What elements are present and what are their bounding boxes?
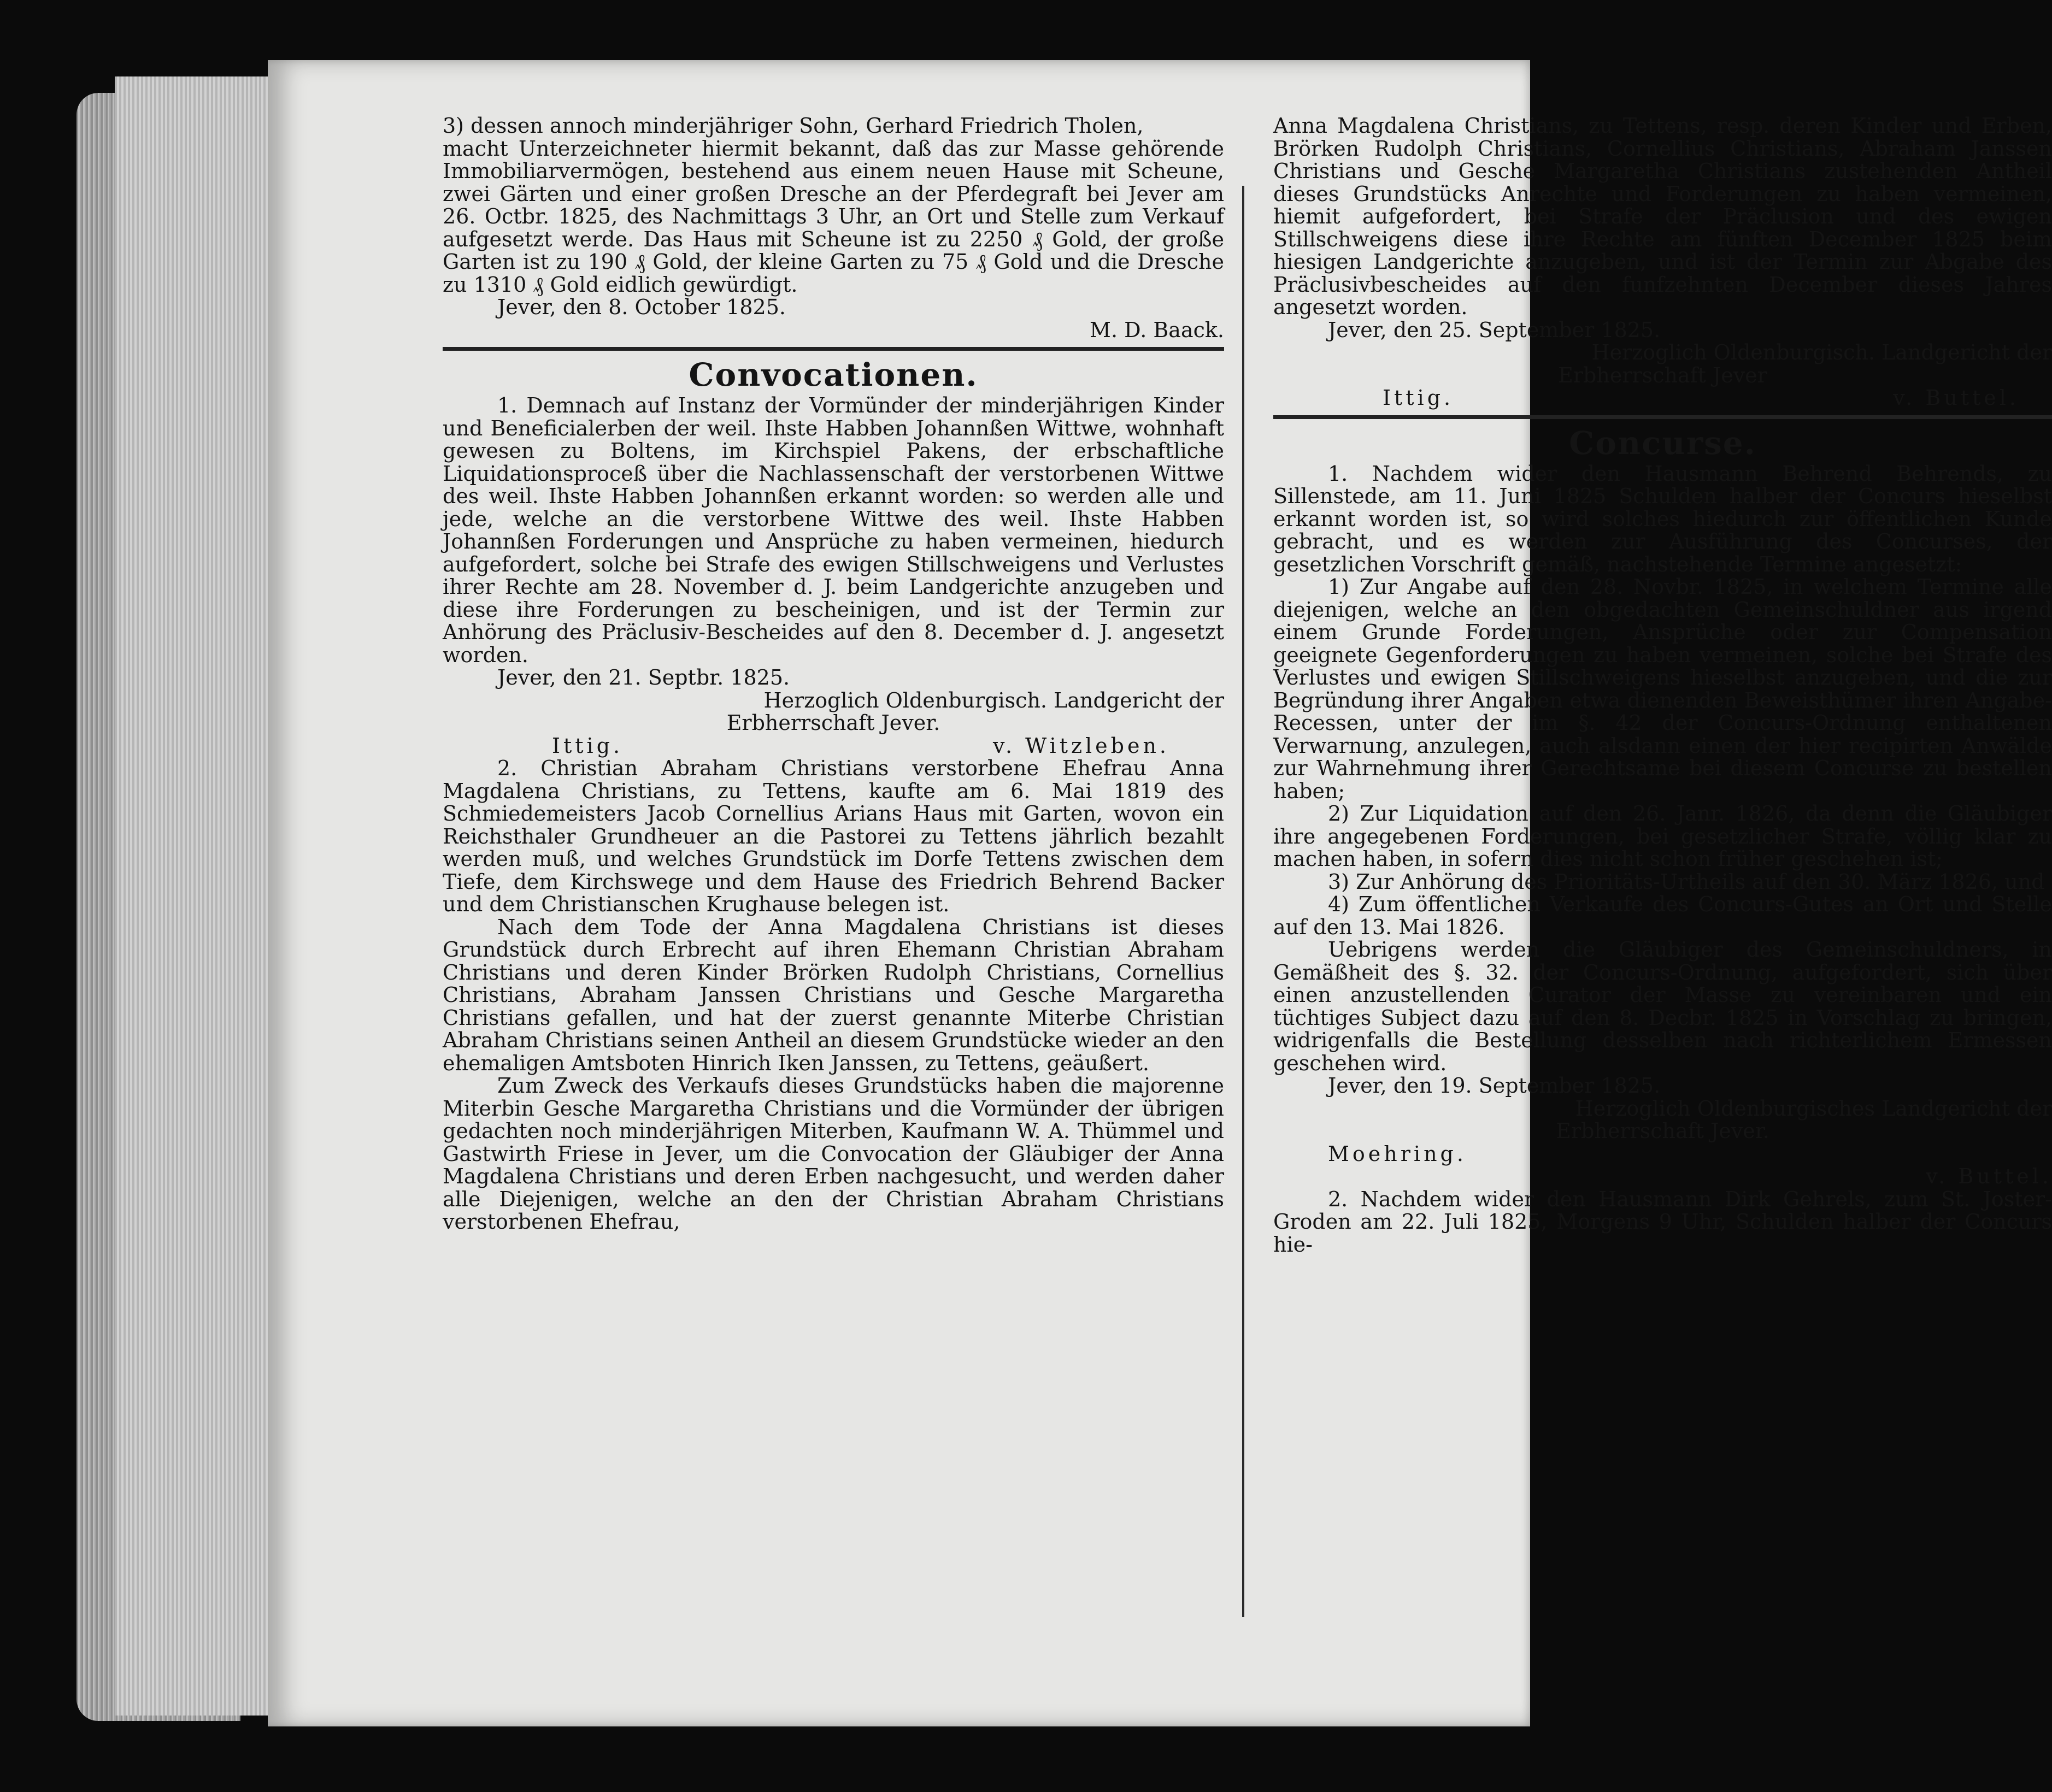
conc2-body: 2. Nachdem wider den Hausmann Dirk Gehrels, zum St. Joster-Groden am 22. Juli 1825, Morgens 9 Uhr, Schulden halber der Concurs hie- <box>1273 1187 2052 1257</box>
conc1-court-line2: Erbherrschaft Jever. <box>1556 1119 1769 1143</box>
conc1-intro: 1. Nachdem wider den Hausmann Behrend Behrends, zu Sillenstede, am 11. Juni 1825 Schulden halber der Concurs hieselbst erkannt worden ist, so wird solches hiedurch zur öffentlichen Kunde gebracht, und es werden zur Ausführung des Concurses, der gesetzlichen Vorschrift gemäß, nachstehende Termine angesetzt: <box>1273 461 2052 576</box>
conc1-item-2: 2) Zur Liquidation auf den 26. Janr. 1826, da denn die Gläubiger ihre angegebenen Forderungen, bei gesetzlicher Strafe, völlig klar zu machen haben, in sofern dies nicht schon früher geschehen ist; <box>1273 801 2052 871</box>
conv2-paragraph-2: Nach dem Tode der Anna Magdalena Christians ist dieses Grundstück durch Erbrecht auf ihren Ehemann Christian Abraham Christians und deren Kinder Brörken Rudolph Christians, Cornellius Christians, Abraham Janssen Christians und Gesche Margaretha Christians gefallen, und hat der zuerst genannte Miterbe Christian Abraham Christians seinen Antheil an diesem Grundstücke wieder an den ehemaligen Amtsboten Hinrich Iken Janssen, zu Tettens, geäußert. <box>443 915 1224 1075</box>
item3-first-line: 3) dessen annoch minderjähriger Sohn, Gerhard Friedrich Tholen, <box>443 114 1144 138</box>
conc1-paragraph-2: Uebrigens werden die Gläubiger des Gemeinschuldners, in Gemäßheit des §. 32. der Concurs-Ordnung, aufgefordert, sich über einen anzustellenden Curator der Masse zu vereinbaren und ein tüchtiges Subject dazu auf den 8. Decbr. 1825 in Vorschlag zu bringen, widrigenfalls die Bestellung desselben nach richterlichem Ermessen geschehen wird. <box>1273 938 2052 1075</box>
conv2-signatures <box>1273 387 2052 410</box>
conv2-paragraph-1: 2. Christian Abraham Christians verstorbene Ehefrau Anna Magdalena Christians, zu Tettens, kaufte am 6. Mai 1819 des Schmiedemeisters Jacob Cornellius Arians Haus mit Garten, wovon ein Reichsthaler Grundheuer an die Pastorei zu Tettens jährlich bezahlt werden muß, und welches Grundstück im Dorfe Tettens zwischen dem Tiefe, dem Kirchswege und dem Hause des Friedrich Behrend Backer und dem Christianschen Krughause belegen ist. <box>443 756 1224 916</box>
conv1-body: 1. Demnach auf Instanz der Vormünder der minderjährigen Kinder und Beneficialerben der weil. Ihste Habben Johannßen Wittwe, wohnhaft gewesen zu Boltens, im Kirchspiel Pakens, der erbschaftliche Liquidationsproceß über die Nachlassenschaft der verstorbenen Wittwe des weil. Ihste Habben Johannßen erkannt worden: so werden alle und jede, welche an die verstorbene Wittwe des weil. Ihste Habben Johannßen Forderungen und Ansprüche zu haben vermeinen, hiedurch aufgefordert, solche bei Strafe des ewigen Stillschweigens und Verlustes ihrer Rechte am 28. November d. J. beim Landgerichte anzugeben und diese ihre Forderungen zu bescheinigen, und ist der Termin zur Anhörung des Präclusiv-Bescheides auf den 8. December d. J. angesetzt worden. <box>443 393 1224 667</box>
column-divider <box>1242 186 1244 1617</box>
conc1-signature-1: Moehring. <box>1328 1141 1467 1166</box>
conc1-item-3: 3) Zur Anhörung des Prioritäts-Urtheils auf den 30. März 1826, und <box>1328 869 2045 894</box>
conv2-date: Jever, den 25. September 1825. <box>1328 317 1661 342</box>
section-rule <box>443 347 1224 351</box>
conv2-signature-right: v. Buttel. <box>1893 386 2019 410</box>
left-column <box>443 115 1224 1234</box>
conv2-court-line1: Herzoglich Oldenburgisch. Landgericht der <box>1591 340 2052 364</box>
conc1-signature-2: v. Buttel. <box>1926 1164 2052 1188</box>
section-rule <box>1273 415 2052 419</box>
convocationen-heading: Convocationen. <box>689 356 978 393</box>
conv1-date: Jever, den 21. Septbr. 1825. <box>497 665 790 689</box>
item3-signature: M. D. Baack. <box>1090 317 1224 342</box>
item3-body: macht Unterzeichneter hiermit bekannt, daß das zur Masse gehörende Immobiliarvermögen, bestehend aus einem neuen Hause mit Scheune, zwei Gärten und einer großen Dresche an der Pferdegraft bei Jever am 26. Octbr. 1825, des Nachmittags 3 Uhr, an Ort und Stelle zum Verkauf aufgesetzt werde. Das Haus mit Scheune ist zu 2250 ₰ Gold, der große Garten ist zu 190 ₰ Gold, der kleine Garten zu 75 ₰ Gold und die Dresche zu 1310 ₰ Gold eidlich gewürdigt. <box>443 136 1224 297</box>
right-column <box>1273 115 2052 1256</box>
conc1-date: Jever, den 19. September 1825. <box>1328 1074 1661 1098</box>
concurse-heading: Concurse. <box>1569 424 1756 462</box>
conv1-signature-left: Ittig. <box>552 733 624 758</box>
conc1-court-line1: Herzoglich Oldenburgisches Landgericht der <box>1575 1096 2052 1121</box>
book-page-edges-inner <box>115 76 273 1716</box>
item3-date: Jever, den 8. October 1825. <box>497 295 786 319</box>
conv1-court-line1: Herzoglich Oldenburgisch. Landgericht der <box>763 688 1224 712</box>
conv1-court-line2: Erbherrschaft Jever. <box>726 711 940 735</box>
conv2-signature-left: Ittig. <box>1383 386 1454 410</box>
newspaper-page <box>268 60 2052 1726</box>
conc1-item-1: 1) Zur Angabe auf den 28. Novbr. 1825, in welchem Termine alle diejenigen, welche an den obgedachten Gemeinschuldner aus irgend einem Grunde Forderungen, Ansprüche oder zur Compensation geeignete Gegenforderungen zu haben vermeinen, solche bei Strafe des Verlustes und ewigen Stillschweigens hieselbst anzugeben, und die zur Begründung ihrer Angaben etwa dienenden Beweisthümer ihren Angabe-Recessen, unter der im §. 42 der Concurs-Ordnung enthaltenen Verwarnung, anzulegen, auch alsdann einen der hier recipirten Anwälde zur Wahrnehmung ihrer Gerechtsame bei diesem Concurse zu bestellen haben; <box>1273 575 2052 803</box>
conv2-continuation: Anna Magdalena Christians, zu Tettens, resp. deren Kinder und Erben, Brörken Rudolph Christians, Cornellius Christians, Abraham Janssen Christians und Gesche Margaretha Christians zustehenden Antheil dieses Grundstücks Anrechte und Forderungen zu haben vermeinen, hiemit aufgefordert, bei Strafe der Präclusion und des ewigen Stillschweigens diese ihre Rechte am fünften December 1825 beim hiesigen Landgerichte anzugeben, und ist der Termin zur Abgabe des Präclusivbescheides auf den funfzehnten December dieses Jahres angesetzt worden. <box>1273 114 2052 319</box>
conv1-signatures <box>443 735 1224 758</box>
conc1-item-4: 4) Zum öffentlichen Verkaufe des Concurs-Gutes an Ort und Stelle auf den 13. Mai 1826. <box>1273 892 2052 939</box>
conv2-court-line2: Erbherrschaft Jever <box>1558 363 1767 387</box>
conv1-signature-right: v. Witzleben. <box>993 733 1169 758</box>
conv2-paragraph-3: Zum Zweck des Verkaufs dieses Grundstücks haben die majorenne Miterbin Gesche Margaretha Christians und die Vormünder der übrigen gedachten noch minderjährigen Miterben, Kaufmann W. A. Thümmel und Gastwirth Friese in Jever, um die Convocation der Gläubiger der Anna Magdalena Christians und deren Erben nachgesucht, und werden daher alle Diejenigen, welche an den der Christian Abraham Christians verstorbenen Ehefrau, <box>443 1074 1224 1234</box>
